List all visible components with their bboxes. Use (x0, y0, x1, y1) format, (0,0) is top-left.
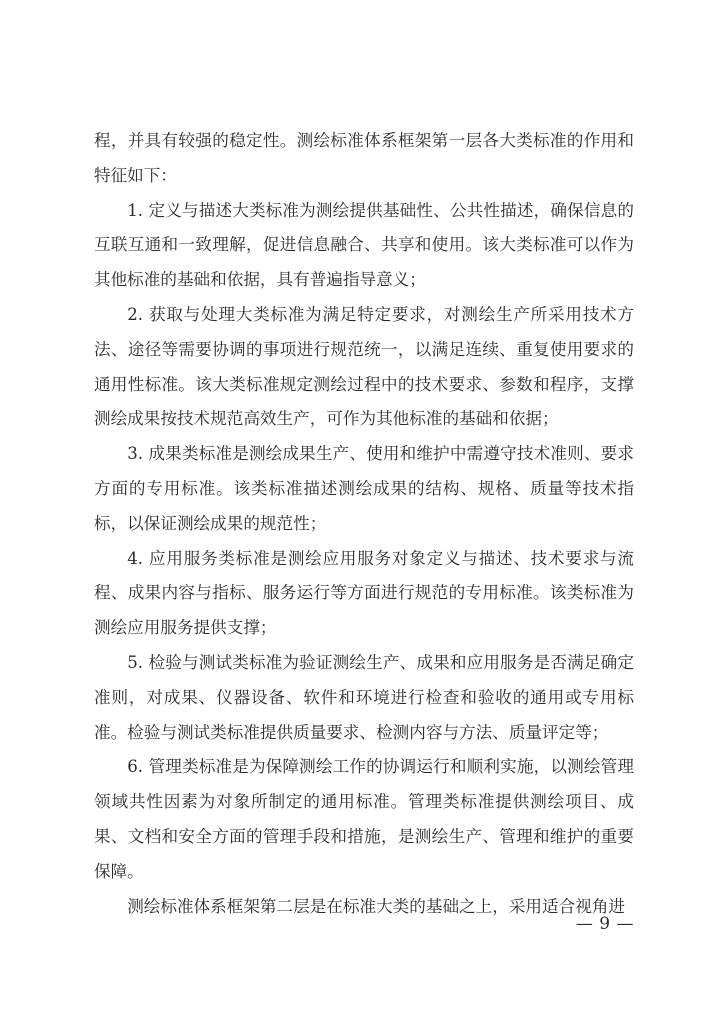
paragraph-item-4: 4. 应用服务类标准是测绘应用服务对象定义与描述、技术要求与流程、成果内容与指标、服务运行等方面进行规范的专用标准。该类标准为测绘应用服务提供支撑； (94, 548, 634, 638)
body-text (94, 124, 634, 924)
paragraph-item-1: 1. 定义与描述大类标准为测绘提供基础性、公共性描述，确保信息的互联互通和一致理解，促进信息融合、共享和使用。该大类标准可以作为其他标准的基础和依据，具有普遍指导意义； (94, 200, 634, 290)
paragraph-continuation: 程，并具有较强的稳定性。测绘标准体系框架第一层各大类标准的作用和特征如下： (94, 131, 634, 185)
paragraph-item-3: 3. 成果类标准是测绘成果生产、使用和维护中需遵守技术准则、要求方面的专用标准。该类标准描述测绘成果的结构、规格、质量等技术指标，以保证测绘成果的规范性； (94, 444, 634, 533)
paragraph-item-6: 6. 管理类标准是为保障测绘工作的协调运行和顺利实施，以测绘管理领域共性因素为对象所制定的通用标准。管理类标准提供测绘项目、成果、文档和安全方面的管理手段和措施，是测绘生产、管理和维护的重要保障。 (94, 757, 634, 881)
page-number: — 9 — (575, 914, 634, 934)
paragraph-second-layer: 测绘标准体系框架第二层是在标准大类的基础之上，采用适合视角进 (127, 896, 625, 916)
paragraph-item-5: 5. 检验与测试类标准为验证测绘生产、成果和应用服务是否满足确定准则，对成果、仪器设备、软件和环境进行检查和验收的通用或专用标准。检验与测试类标准提供质量要求、检测内容与方法、质量评定等； (94, 652, 634, 742)
paragraph-item-2: 2. 获取与处理大类标准为满足特定要求，对测绘生产所采用技术方法、途径等需要协调的事项进行规范统一，以满足连续、重复使用要求的通用性标准。该大类标准规定测绘过程中的技术要求、参数和程序，支撑测绘成果按技术规范高效生产，可作为其他标准的基础和依据； (94, 304, 634, 429)
